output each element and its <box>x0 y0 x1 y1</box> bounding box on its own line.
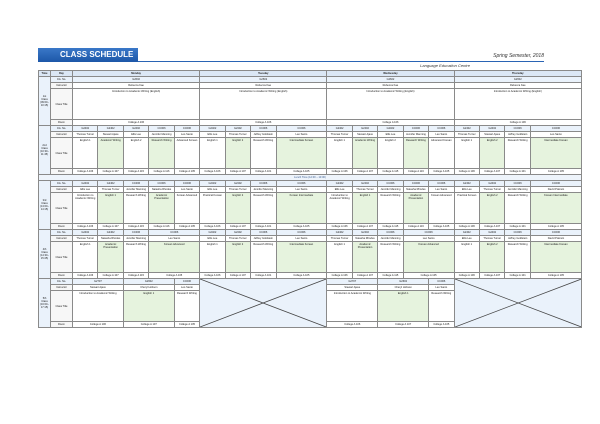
class-room: College A 101 <box>505 169 530 175</box>
row-label-title: Class Title <box>51 138 73 169</box>
class-title: English 1 <box>98 193 123 224</box>
class-inst: Cheryl Hobson <box>123 285 174 291</box>
class-title: English 2 <box>480 242 505 273</box>
class-room: College A 101 <box>251 273 276 279</box>
class-title: English 2 <box>480 193 505 224</box>
class-inst: Leo Santo <box>276 132 327 138</box>
class-title: Introduction to Academic Writing <box>327 291 378 322</box>
class-code: G2402 <box>73 230 98 236</box>
class-code: CC006 <box>149 230 200 236</box>
class-title: Research Writing <box>174 291 199 322</box>
day-header-wed: Wednesday <box>327 71 454 77</box>
class-room: College A 105 <box>530 273 581 279</box>
class-code: CC006 <box>149 181 174 187</box>
class-room: College A 107 <box>225 169 250 175</box>
class-room: College A 106 <box>327 224 352 230</box>
class-inst: Leo Santo <box>174 187 199 193</box>
row-label-instructor: Instructor <box>51 285 73 291</box>
class-code: CC006 <box>505 126 530 132</box>
class-room: College A 107 <box>98 224 123 230</box>
schedule-row <box>39 193 582 224</box>
class-room: College A 106 <box>454 273 479 279</box>
class-room: College A 101 <box>251 169 276 175</box>
row-label-class_no: Cls. No. <box>51 279 73 285</box>
class-code: CC006 <box>429 126 454 132</box>
class-code: CC006 <box>251 230 276 236</box>
class-inst: Thomas Turner <box>73 236 98 242</box>
class-inst: Ellis Lee <box>200 132 225 138</box>
class-title: Intermediate Korean <box>530 138 581 169</box>
class-title: English 2 <box>378 138 403 169</box>
class-inst: Jennifer Manning <box>149 132 174 138</box>
class-title: Research Writing <box>378 193 403 224</box>
class-code: CC006 <box>403 230 454 236</box>
class-code: G2402 <box>327 126 352 132</box>
class-title: Practical Korean <box>454 193 479 224</box>
class-title: English 2 <box>225 242 250 273</box>
class-title: English 2 <box>123 138 148 169</box>
class-inst: Natasha Rhodes <box>403 187 428 193</box>
class-code: CC006 <box>123 181 148 187</box>
class-code: CC006 <box>530 181 581 187</box>
class-room: College A 106 <box>73 120 200 126</box>
class-inst: David Pokrant <box>530 187 581 193</box>
class-title: Research Writing <box>505 193 530 224</box>
class-inst: Natasha Rhodes <box>352 236 377 242</box>
class-room: College A 106 <box>200 120 327 126</box>
class-room: College A 101 <box>251 224 276 230</box>
class-room: College A 105 <box>530 224 581 230</box>
class-room: College A 107 <box>378 322 429 328</box>
class-code: G2602 <box>378 279 429 285</box>
class-inst: Leo Santo <box>276 236 327 242</box>
row-label-instructor: Instructor <box>51 83 73 89</box>
class-inst: Jennifer Manning <box>378 187 403 193</box>
class-code: CC006 <box>251 126 276 132</box>
class-title: English 1 <box>200 242 225 273</box>
class-code: G2402 <box>454 126 479 132</box>
class-room: College A 101 <box>505 224 530 230</box>
row-label-title: Class Title <box>51 242 73 273</box>
class-room: College A 107 <box>480 224 505 230</box>
class-title: Introduction to Academic Writing <box>73 193 98 224</box>
class-title: English 1 <box>200 138 225 169</box>
class-code: G2402 <box>73 126 98 132</box>
class-title: Research Writing <box>251 242 276 273</box>
class-title: English 2 <box>225 193 250 224</box>
class-code: G2402 <box>200 230 225 236</box>
class-inst: Rebecca Kae <box>327 83 454 89</box>
class-room: College A 116 <box>403 224 428 230</box>
class-title: Korean Intermediate <box>530 193 581 224</box>
class-inst: Jennifer Manning <box>251 187 276 193</box>
class-room: College A 107 <box>480 273 505 279</box>
class-inst: Jennifer Manning <box>378 236 403 242</box>
class-room: College A 105 <box>429 169 454 175</box>
class-code: G2402 <box>378 126 403 132</box>
class-room: College A 107 <box>225 273 250 279</box>
centre-label: Language Education Centre <box>420 63 470 68</box>
class-inst: Rebecca Kae <box>73 83 200 89</box>
class-inst: Rebecca Kae <box>454 83 581 89</box>
class-code: G2402 <box>98 126 123 132</box>
class-title: Korean Advanced <box>149 242 200 273</box>
class-title: Research Writing <box>123 193 148 224</box>
class-inst: Thomas Turner <box>98 187 123 193</box>
class-code: CC006 <box>276 181 327 187</box>
class-code: CC006 <box>174 181 199 187</box>
class-room: College A 106 <box>327 322 378 328</box>
class-title: English 1 <box>352 193 377 224</box>
class-inst: Leo Santo <box>174 285 199 291</box>
class-inst: Thomas Turner <box>480 236 505 242</box>
class-inst: Stewart Ajaxe <box>480 132 505 138</box>
class-title: English 2 <box>225 138 250 169</box>
class-code: CC006 <box>505 230 530 236</box>
class-room: College A 107 <box>480 169 505 175</box>
day-header-thu: Thursday <box>454 71 581 77</box>
class-inst: Thomas Turner <box>327 236 352 242</box>
class-title: Research Writing <box>149 138 174 169</box>
title-underline <box>138 61 544 62</box>
class-inst: Rebecca Kae <box>200 83 327 89</box>
schedule-title-banner: CLASS SCHEDULE <box>38 48 138 62</box>
class-room: College A 107 <box>98 273 123 279</box>
class-title: English 1 <box>73 242 98 273</box>
class-inst: Jennifer Manning <box>403 132 428 138</box>
class-code: CC006 <box>174 126 199 132</box>
class-period-label: 3rd Class (13:00–14:15) <box>39 181 51 230</box>
row-label-title: Class Title <box>51 89 73 120</box>
class-room: College A 107 <box>123 322 174 328</box>
class-room: College A 105 <box>530 169 581 175</box>
class-code: G2402 <box>480 126 505 132</box>
class-inst: Leo Santo <box>276 187 327 193</box>
class-code: G2402 <box>98 230 123 236</box>
class-title: Research Writing <box>429 291 454 322</box>
row-label-room: Room <box>51 322 73 328</box>
class-room: College A 106 <box>73 169 98 175</box>
class-inst: Jennifer Manning <box>505 187 530 193</box>
class-schedule-table <box>38 70 582 328</box>
class-inst: Leo Santo <box>403 236 454 242</box>
class-code: CC006 <box>276 230 327 236</box>
class-code: G2707 <box>73 279 124 285</box>
class-inst: Jeffrey Goldstein <box>251 132 276 138</box>
class-title: English 1 <box>327 138 352 169</box>
row-label-room: Room <box>51 169 73 175</box>
class-room: College A 105 <box>429 322 454 328</box>
class-code: G2402 <box>225 181 250 187</box>
class-title: Korean Advanced <box>174 193 199 224</box>
class-code: CC006 <box>149 126 174 132</box>
class-inst: Jennifer Manning <box>123 187 148 193</box>
class-room: College A 105 <box>276 224 327 230</box>
schedule-row <box>39 242 582 273</box>
class-inst: Cheryl Hobson <box>378 285 429 291</box>
class-title: Academic Presentation <box>98 242 123 273</box>
class-inst: Thomas Turner <box>73 132 98 138</box>
class-code: G2402 <box>480 230 505 236</box>
class-title: Introduction to Academic Writing (English) <box>200 89 327 120</box>
class-room: College A 116 <box>149 224 174 230</box>
class-room: College A 106 <box>200 273 225 279</box>
class-inst: Leo Santo <box>174 132 199 138</box>
class-code: CC006 <box>403 126 428 132</box>
class-title: Korean Intermediate <box>276 193 327 224</box>
row-label-title: Class Title <box>51 193 73 224</box>
row-label-class_no: Cls. No. <box>51 126 73 132</box>
class-inst: Leo Santo <box>149 236 200 242</box>
class-inst: Natasha Rhodes <box>149 187 174 193</box>
class-title: Research Writing <box>505 138 530 169</box>
class-code: G2402 <box>454 181 479 187</box>
class-inst: Thomas Turner <box>480 187 505 193</box>
class-title: Introduction to Academic Writing (English) <box>327 89 454 120</box>
day-header-mon: Monday <box>73 71 200 77</box>
class-title: Intermediate Korean <box>276 242 327 273</box>
time-col-header: Time <box>39 71 51 77</box>
class-inst: Ellis Lee <box>200 187 225 193</box>
class-code: G2402 <box>225 126 250 132</box>
class-room: College A 116 <box>403 169 428 175</box>
class-room: College A 107 <box>352 169 377 175</box>
class-title: English 1 <box>454 242 479 273</box>
class-title: English 1 <box>378 291 429 322</box>
row-label-class_no: Cls. No. <box>51 77 73 83</box>
class-code: CC006 <box>530 126 581 132</box>
class-inst: Stewart Ajaxe <box>73 285 124 291</box>
class-room: College A 115 <box>123 273 148 279</box>
class-room: College A 106 <box>200 224 225 230</box>
class-inst: David Pokrant <box>530 236 581 242</box>
class-code: CC006 <box>174 279 199 285</box>
class-code: G2602 <box>454 77 581 83</box>
class-inst: Ellis Lee <box>454 187 479 193</box>
class-title: English 1 <box>73 138 98 169</box>
schedule-row <box>39 89 582 120</box>
class-room: College A 115 <box>378 273 403 279</box>
class-room: College A 115 <box>378 224 403 230</box>
class-inst: Stewart Ajaxe <box>98 132 123 138</box>
class-title: Research Writing <box>251 193 276 224</box>
class-code: G2602 <box>73 77 200 83</box>
class-inst: Thomas Turner <box>225 187 250 193</box>
class-inst: Leo Santo <box>530 132 581 138</box>
class-inst: Ellis Lee <box>378 132 403 138</box>
class-inst: Natasha Rhodes <box>98 236 123 242</box>
class-period-label: 2nd Class (10:30–11:45) <box>39 126 51 175</box>
class-inst: Ellis Lee <box>73 187 98 193</box>
class-code: G2402 <box>352 126 377 132</box>
class-code: G2602 <box>327 77 454 83</box>
class-inst: Thomas Turner <box>454 132 479 138</box>
class-room: College A 107 <box>98 169 123 175</box>
class-room: College A 106 <box>454 169 479 175</box>
class-room: College A 106 <box>73 273 98 279</box>
class-code: G2402 <box>480 181 505 187</box>
class-period-label: 1st Class (09:00–10:15) <box>39 77 51 126</box>
class-title: Practical Korean <box>200 193 225 224</box>
row-label-instructor: Instructor <box>51 132 73 138</box>
class-title: Research Writing <box>505 242 530 273</box>
class-room: College A 106 <box>454 120 581 126</box>
lunch-label: Lunch Time (12:00 – 13:00) <box>39 175 582 181</box>
class-inst: Jeffrey Goldstein <box>505 236 530 242</box>
class-inst: Thomas Turner <box>352 187 377 193</box>
class-room: College A 115 <box>123 224 148 230</box>
class-code: G2402 <box>98 181 123 187</box>
class-title: Korean Advanced <box>429 193 454 224</box>
class-code: G2402 <box>327 181 352 187</box>
class-code: CC006 <box>530 230 581 236</box>
class-room: College A 101 <box>505 273 530 279</box>
class-inst: Jeffrey Goldstein <box>505 132 530 138</box>
row-label-room: Room <box>51 224 73 230</box>
class-code: CC006 <box>403 181 428 187</box>
class-title: Research Writing <box>378 242 403 273</box>
class-code: CC006 <box>251 181 276 187</box>
class-title: Introduction to Academic Writing <box>73 291 124 322</box>
class-code: CC006 <box>429 279 454 285</box>
class-title: English 1 <box>327 242 352 273</box>
class-code: G2402 <box>352 230 377 236</box>
class-inst: Leo Santo <box>429 187 454 193</box>
class-room: College A 105 <box>174 169 199 175</box>
class-inst: Thomas Turner <box>225 132 250 138</box>
class-code: G2402 <box>454 230 479 236</box>
class-title: Academic Presentation <box>403 193 428 224</box>
class-room: College A 105 <box>174 224 199 230</box>
row-label-room: Room <box>51 120 73 126</box>
class-code: CC006 <box>276 126 327 132</box>
row-label-class_no: Cls. No. <box>51 181 73 187</box>
day-col-header: Day <box>51 71 73 77</box>
no-class-cell <box>200 279 327 328</box>
row-label-title: Class Title <box>51 291 73 322</box>
class-inst: Leo Santo <box>429 132 454 138</box>
class-title: Korean Advanced <box>403 242 454 273</box>
class-code: CC006 <box>429 181 454 187</box>
no-class-cell <box>454 279 581 328</box>
class-room: College A 106 <box>454 224 479 230</box>
class-title: Introduction to Academic Writing (English) <box>73 89 200 120</box>
class-room: College A 105 <box>429 224 454 230</box>
class-room: College A 106 <box>200 169 225 175</box>
class-code: CC006 <box>378 230 403 236</box>
class-title: Research Writing <box>123 242 148 273</box>
class-title: English 1 <box>123 291 174 322</box>
class-code: G2402 <box>123 126 148 132</box>
class-title: Introduction to Academic Writing (English) <box>454 89 581 120</box>
class-inst: Leo Santo <box>429 285 454 291</box>
class-code: G2402 <box>327 230 352 236</box>
class-inst: Ellis Lee <box>454 236 479 242</box>
class-period-label: 5th Class (16:00–17:15) <box>39 279 51 328</box>
class-room: College A 106 <box>73 322 124 328</box>
class-room: College A 106 <box>73 224 98 230</box>
row-label-instructor: Instructor <box>51 236 73 242</box>
class-room: College A 105 <box>276 273 327 279</box>
class-inst: Ellis Lee <box>327 187 352 193</box>
class-inst: Thomas Turner <box>327 132 352 138</box>
class-code: CC006 <box>505 181 530 187</box>
class-room: College A 105 <box>174 322 199 328</box>
class-title: Academic Writing <box>98 138 123 169</box>
class-room: College A 106 <box>327 273 352 279</box>
class-inst: Jeffrey Goldstein <box>251 236 276 242</box>
class-title: Research Writing <box>403 138 428 169</box>
day-header-tue: Tuesday <box>200 71 327 77</box>
class-title: English 1 <box>454 138 479 169</box>
schedule-row <box>39 138 582 169</box>
class-inst: Stewart Ajaxe <box>327 285 378 291</box>
class-title: Advanced Korean <box>429 138 454 169</box>
class-room: College A 115 <box>123 169 148 175</box>
class-room: College A 107 <box>352 273 377 279</box>
class-title: Advanced Korean <box>174 138 199 169</box>
class-title: Academic Presentation <box>352 242 377 273</box>
class-title: Intermediate Korean <box>530 242 581 273</box>
class-title: Research Writing <box>251 138 276 169</box>
class-code: G2402 <box>352 181 377 187</box>
class-room: College A 105 <box>403 273 454 279</box>
class-inst: Thomas Turner <box>225 236 250 242</box>
row-label-class_no: Cls. No. <box>51 230 73 236</box>
semester-label: Spring Semester, 2018 <box>493 53 544 59</box>
class-code: G2402 <box>73 181 98 187</box>
class-title: English 2 <box>480 138 505 169</box>
class-inst: Jennifer Manning <box>123 236 148 242</box>
class-room: College A 115 <box>378 169 403 175</box>
class-room: College A 106 <box>327 120 454 126</box>
class-code: G2707 <box>327 279 378 285</box>
class-inst: Ellis Lee <box>123 132 148 138</box>
class-room: College A 107 <box>225 224 250 230</box>
class-room: College A 107 <box>352 224 377 230</box>
class-code: G2402 <box>200 181 225 187</box>
row-label-instructor: Instructor <box>51 187 73 193</box>
class-room: College A 106 <box>327 169 352 175</box>
row-label-room: Room <box>51 273 73 279</box>
class-title: Introduction to Academic Writing <box>327 193 352 224</box>
class-room: College A 116 <box>149 169 174 175</box>
class-code: G2402 <box>200 126 225 132</box>
class-room: College A 105 <box>149 273 200 279</box>
class-code: G2402 <box>225 230 250 236</box>
class-title: Academic Presentation <box>149 193 174 224</box>
class-code: G2602 <box>123 279 174 285</box>
class-title: Academic Writing <box>352 138 377 169</box>
class-code: CC006 <box>378 181 403 187</box>
class-period-label: 4th Class (14:30–15:45) <box>39 230 51 279</box>
class-code: CC006 <box>123 230 148 236</box>
class-code: G2602 <box>200 77 327 83</box>
class-title: Intermediate Korean <box>276 138 327 169</box>
class-inst: Ellis Lee <box>200 236 225 242</box>
class-room: College A 105 <box>276 169 327 175</box>
class-inst: Stewart Ajaxe <box>352 132 377 138</box>
